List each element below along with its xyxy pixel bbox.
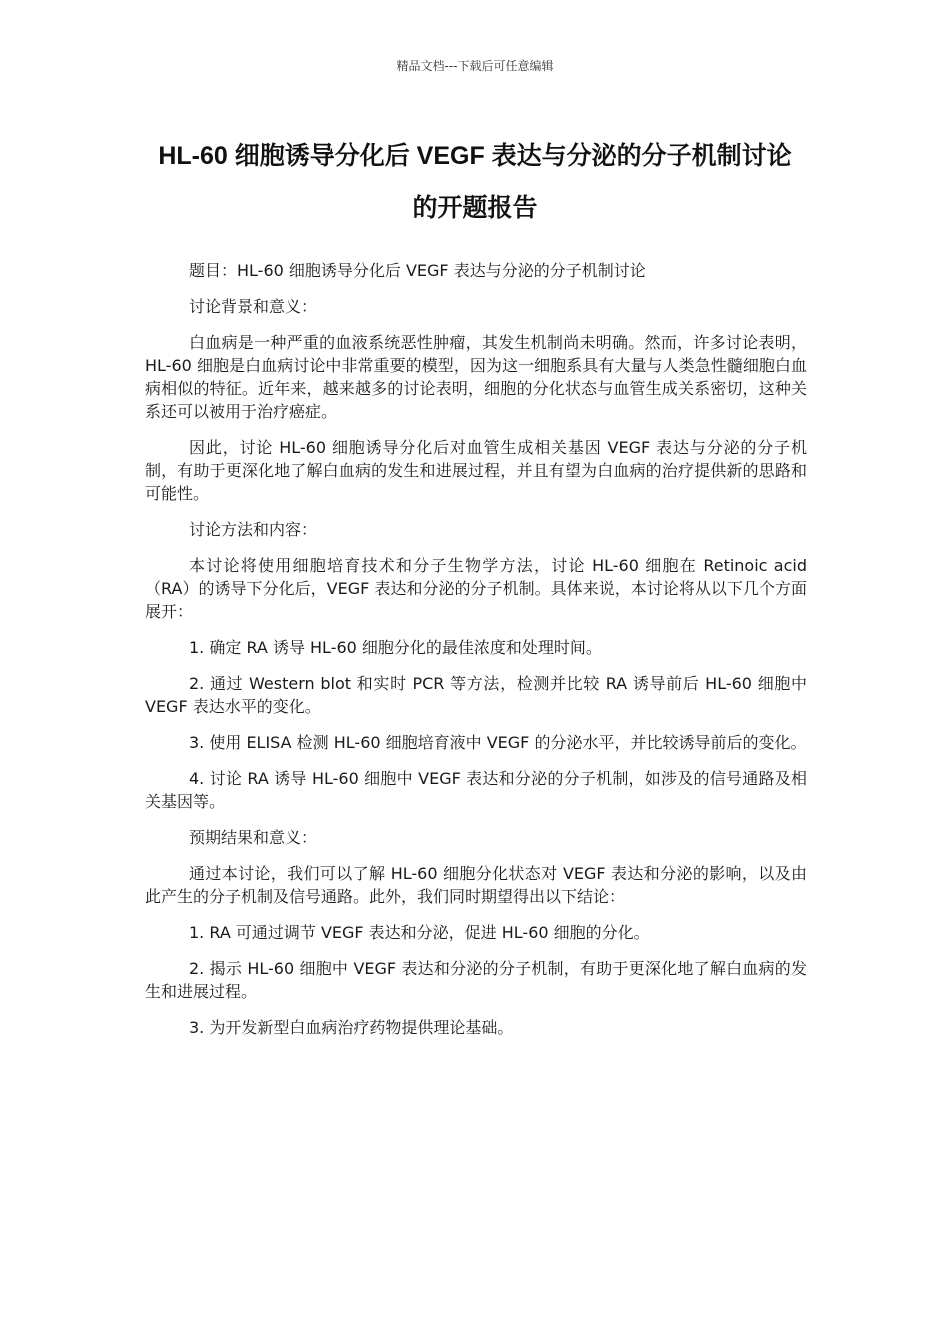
title-line-2: 的开题报告 <box>412 194 538 222</box>
method-item-3: 3. 使用 ELISA 检测 HL-60 细胞培育液中 VEGF 的分泌水平，并比较诱导前后的变化。 <box>189 733 807 752</box>
section-heading-expected: 预期结果和意义： <box>189 828 318 847</box>
methods-intro-paragraph: 本讨论将使用细胞培育技术和分子生物学方法，讨论 HL-60 细胞在 Retinoic acid（RA）的诱导下分化后，VEGF 表达和分泌的分子机制。具体来说，本讨论将从以下几个方面展开： <box>145 556 807 621</box>
method-item-1: 1. 确定 RA 诱导 HL-60 细胞分化的最佳浓度和处理时间。 <box>189 638 602 657</box>
document-title <box>120 130 830 234</box>
expected-intro-paragraph: 通过本讨论，我们可以了解 HL-60 细胞分化状态对 VEGF 表达和分泌的影响，以及由此产生的分子机制及信号通路。此外，我们同时期望得出以下结论： <box>145 864 807 906</box>
title-line-1: HL-60 细胞诱导分化后 VEGF 表达与分泌的分子机制讨论 <box>158 142 792 170</box>
background-paragraph: 白血病是一种严重的血液系统恶性肿瘤，其发生机制尚未明确。然而，许多讨论表明，HL-60 细胞是白血病讨论中非常重要的模型，因为这一细胞系具有大量与人类急性髓细胞白血病相似的特征。近年来，越来越多的讨论表明，细胞的分化状态与血管生成关系密切，这种关系还可以被用于治疗癌症。 <box>145 333 807 421</box>
method-item-4: 4. 讨论 RA 诱导 HL-60 细胞中 VEGF 表达和分泌的分子机制，如涉及的信号通路及相关基因等。 <box>145 769 807 811</box>
method-item-2: 2. 通过 Western blot 和实时 PCR 等方法，检测并比较 RA 诱导前后 HL-60 细胞中 VEGF 表达水平的变化。 <box>145 674 807 716</box>
expected-item-3: 3. 为开发新型白血病治疗药物提供理论基础。 <box>189 1018 514 1037</box>
section-heading-background: 讨论背景和意义： <box>189 297 318 316</box>
significance-paragraph: 因此，讨论 HL-60 细胞诱导分化后对血管生成相关基因 VEGF 表达与分泌的分子机制，有助于更深化地了解白血病的发生和进展过程，并且有望为白血病的治疗提供新的思路和可能性。 <box>145 438 807 503</box>
document-body <box>145 259 807 1052</box>
section-heading-methods: 讨论方法和内容： <box>189 520 318 539</box>
topic-line: 题目：HL-60 细胞诱导分化后 VEGF 表达与分泌的分子机制讨论 <box>189 261 646 280</box>
page-header: 精品文档---下载后可任意编辑 <box>396 59 554 73</box>
expected-item-1: 1. RA 可通过调节 VEGF 表达和分泌，促进 HL-60 细胞的分化。 <box>189 923 650 942</box>
expected-item-2: 2. 揭示 HL-60 细胞中 VEGF 表达和分泌的分子机制，有助于更深化地了解白血病的发生和进展过程。 <box>145 959 807 1001</box>
